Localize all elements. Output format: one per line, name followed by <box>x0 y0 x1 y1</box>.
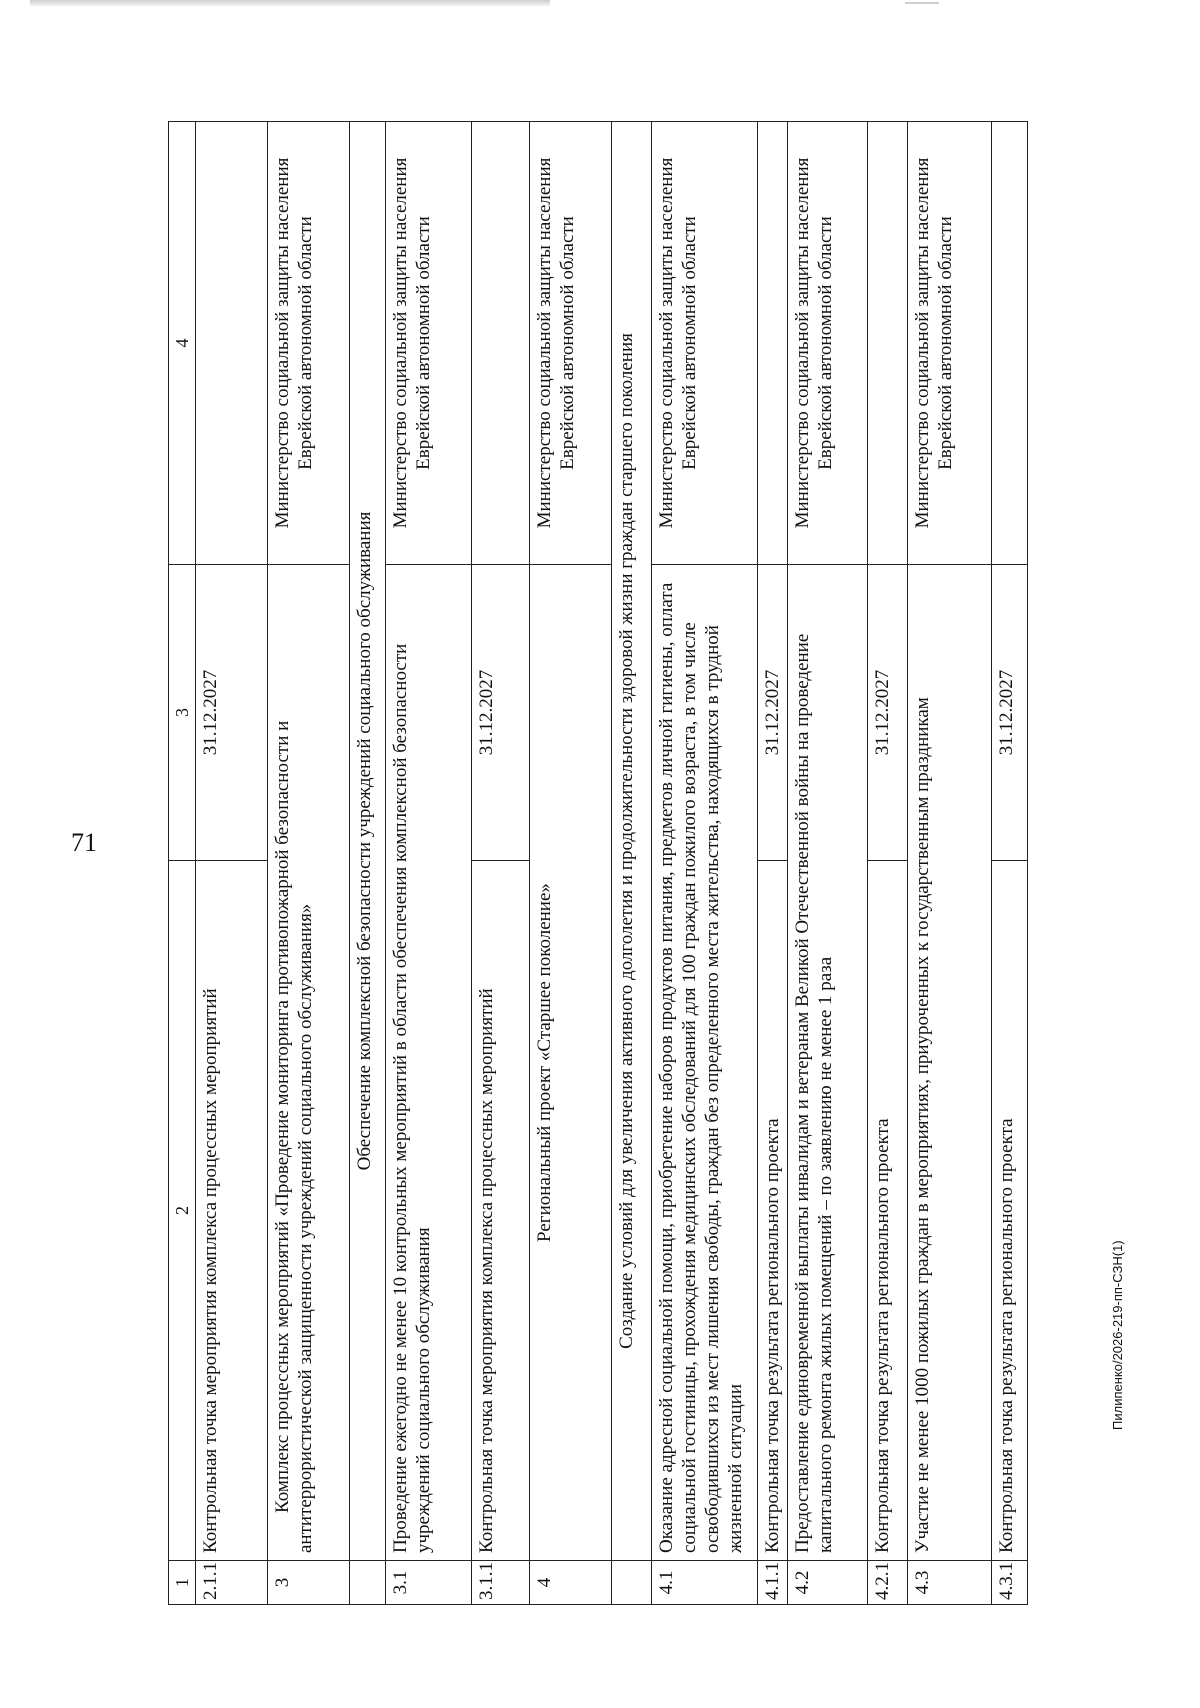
row-responsible: Министерство социальной защиты населения Еврейской автономной области <box>908 122 992 565</box>
row-deadline: 31.12.2027 <box>992 565 1028 861</box>
row-description: Участие не менее 1000 пожилых граждан в мероприятиях, приуроченных к государственным праздникам <box>908 565 992 1561</box>
row-number <box>350 1561 386 1605</box>
row-description: Проведение ежегодно не менее 10 контрольных мероприятий в области обеспечения комплексной безопасности учреждений социального обслуживания <box>386 565 472 1561</box>
row-description: Оказание адресной социальной помощи, приобретение наборов продуктов питания, предметов личной гигиены, оплата социальной гостиницы, прохождения медицинских обследований для 100 граждан пожилого возраста, в том числе освободившихся из мест лишения свободы, граждан без определенного места жительства, находящихся в трудной жизненной ситуации <box>652 565 758 1561</box>
section-title: Создание условий для увеличения активного долголетия и продолжительности здоровой жизни граждан старшего поколения <box>612 122 652 1561</box>
table-container <box>168 122 1133 1605</box>
row-responsible <box>472 122 530 565</box>
section-row <box>612 122 652 1605</box>
row-number: 2.1.1 <box>196 1561 268 1605</box>
table-row <box>386 122 472 1605</box>
row-responsible <box>992 122 1028 565</box>
row-responsible: Министерство социальной защиты населения Еврейской автономной области <box>788 122 868 565</box>
header-cell-3: 3 <box>169 565 196 861</box>
row-responsible: Министерство социальной защиты населения Еврейской автономной области <box>386 122 472 565</box>
table-row <box>196 122 268 1605</box>
row-description: Предоставление единовременной выплаты инвалидам и ветеранам Великой Отечественной войны на проведение капитального ремонта жилых помещений – по заявлению не менее 1 раза <box>788 565 868 1561</box>
table-row <box>992 122 1028 1605</box>
header-row <box>169 122 196 1605</box>
plan-table <box>168 121 1028 1605</box>
row-responsible: Министерство социальной защиты населения Еврейской автономной области <box>268 122 350 565</box>
row-number: 4.3.1 <box>992 1561 1028 1605</box>
table-row <box>758 122 788 1605</box>
row-responsible <box>196 122 268 565</box>
row-number: 4.3 <box>908 1561 992 1605</box>
row-deadline: 31.12.2027 <box>196 565 268 861</box>
row-responsible <box>868 122 908 565</box>
table-row <box>472 122 530 1605</box>
section-row <box>350 122 386 1605</box>
row-description: Контрольная точка мероприятия комплекса процессных мероприятий <box>196 861 268 1561</box>
header-cell-2: 2 <box>169 861 196 1561</box>
table-row <box>268 122 350 1605</box>
row-number <box>612 1561 652 1605</box>
row-responsible: Министерство социальной защиты населения Еврейской автономной области <box>652 122 758 565</box>
header-cell-1: 1 <box>169 1561 196 1605</box>
table-row <box>788 122 868 1605</box>
document-footer-id: Пилипенко/2026-219-пп-СЗН(1) <box>1110 1240 1125 1430</box>
row-description: Контрольная точка результата регионального проекта <box>758 861 788 1561</box>
row-number: 3.1 <box>386 1561 472 1605</box>
table-row <box>652 122 758 1605</box>
section-title: Обеспечение комплексной безопасности учреждений социального обслуживания <box>350 122 386 1561</box>
row-description: Региональный проект «Старшее поколение» <box>530 565 612 1561</box>
row-description: Контрольная точка мероприятия комплекса процессных мероприятий <box>472 861 530 1561</box>
table-row <box>530 122 612 1605</box>
row-number: 3.1.1 <box>472 1561 530 1605</box>
row-number: 4.2 <box>788 1561 868 1605</box>
row-number: 4.1 <box>652 1561 758 1605</box>
row-number: 3 <box>268 1561 350 1605</box>
row-description: Комплекс процессных мероприятий «Проведение мониторинга противопожарной безопасности и антитеррористической защищенности учреждений социального обслуживания» <box>268 565 350 1561</box>
row-number: 4.1.1 <box>758 1561 788 1605</box>
scan-artifact <box>30 0 550 6</box>
row-responsible <box>758 122 788 565</box>
row-deadline: 31.12.2027 <box>758 565 788 861</box>
header-cell-4: 4 <box>169 122 196 565</box>
table-row <box>908 122 992 1605</box>
row-deadline: 31.12.2027 <box>868 565 908 861</box>
table-row <box>868 122 908 1605</box>
page-number: 71 <box>71 828 97 857</box>
row-deadline: 31.12.2027 <box>472 565 530 861</box>
row-number: 4.2.1 <box>868 1561 908 1605</box>
row-number: 4 <box>530 1561 612 1605</box>
row-description: Контрольная точка результата регионального проекта <box>868 861 908 1561</box>
scan-artifact <box>905 2 939 4</box>
row-responsible: Министерство социальной защиты населения Еврейской автономной области <box>530 122 612 565</box>
row-description: Контрольная точка результата регионального проекта <box>992 861 1028 1561</box>
